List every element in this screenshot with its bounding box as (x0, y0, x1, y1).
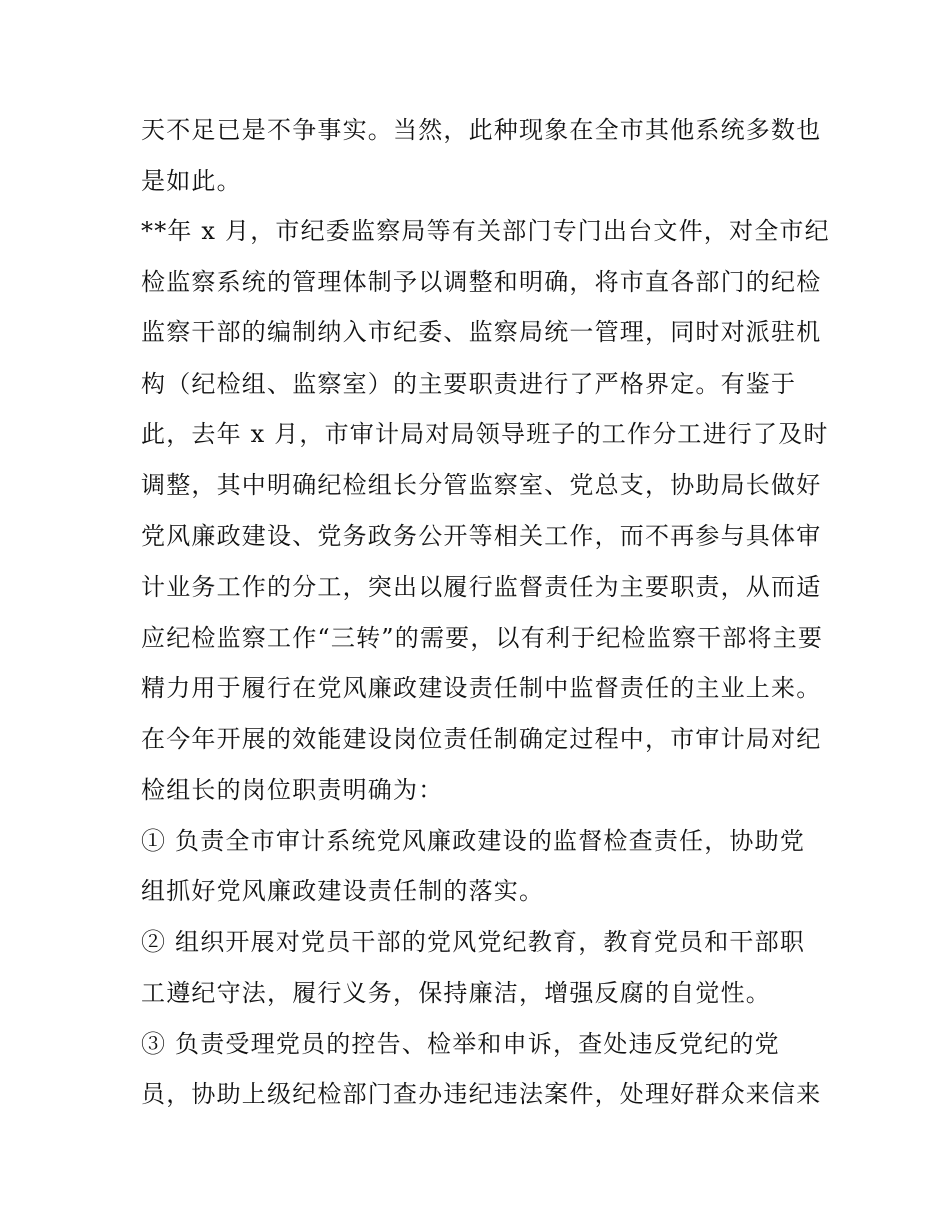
text-line: 构（纪检组、监察室）的主要职责进行了严格界定。有鉴于 (141, 370, 797, 398)
text-line: 调整，其中明确纪检组长分管监察室、党总支，协助局长做好 (141, 471, 822, 499)
text-line: 是如此。 (141, 167, 242, 195)
text-line: 检监察系统的管理体制予以调整和明确，将市直各部门的纪检 (141, 268, 822, 296)
text-line: 应纪检监察工作“三转”的需要，以有利于纪检监察干部将主要 (141, 624, 824, 652)
text-line: 此，去年 x 月，市审计局对局领导班子的工作分工进行了及时 (141, 420, 829, 448)
text-line: 精力用于履行在党风廉政建设责任制中监督责任的主业上来。 (141, 674, 822, 702)
text-line: ① 负责全市审计系统党风廉政建设的监督检查责任，协助党 (141, 827, 806, 855)
text-line: 计业务工作的分工，突出以履行监督责任为主要职责，从而适 (141, 573, 822, 601)
text-line: 监察干部的编制纳入市纪委、监察局统一管理，同时对派驻机 (141, 318, 822, 346)
text-line: ③ 负责受理党员的控告、检举和申诉，查处违反党纪的党 (141, 1030, 780, 1058)
text-line: 在今年开展的效能建设岗位责任制确定过程中，市审计局对纪 (141, 725, 822, 753)
text-line: 员，协助上级纪检部门查办违纪违法案件，处理好群众来信来 (141, 1080, 822, 1108)
text-line: 工遵纪守法，履行义务，保持廉洁，增强反腐的自觉性。 (141, 979, 771, 1007)
text-line: 党风廉政建设、党务政务公开等相关工作，而不再参与具体审 (141, 522, 822, 550)
text-line: 组抓好党风廉政建设责任制的落实。 (141, 877, 545, 905)
text-line: **年 x 月，市纪委监察局等有关部门专门出台文件，对全市纪 (141, 217, 830, 245)
text-line: 检组长的岗位职责明确为： (141, 776, 444, 804)
text-line: 天不足已是不争事实。当然，此种现象在全市其他系统多数也 (141, 116, 822, 144)
text-line: ② 组织开展对党员干部的党风党纪教育，教育党员和干部职 (141, 928, 806, 956)
